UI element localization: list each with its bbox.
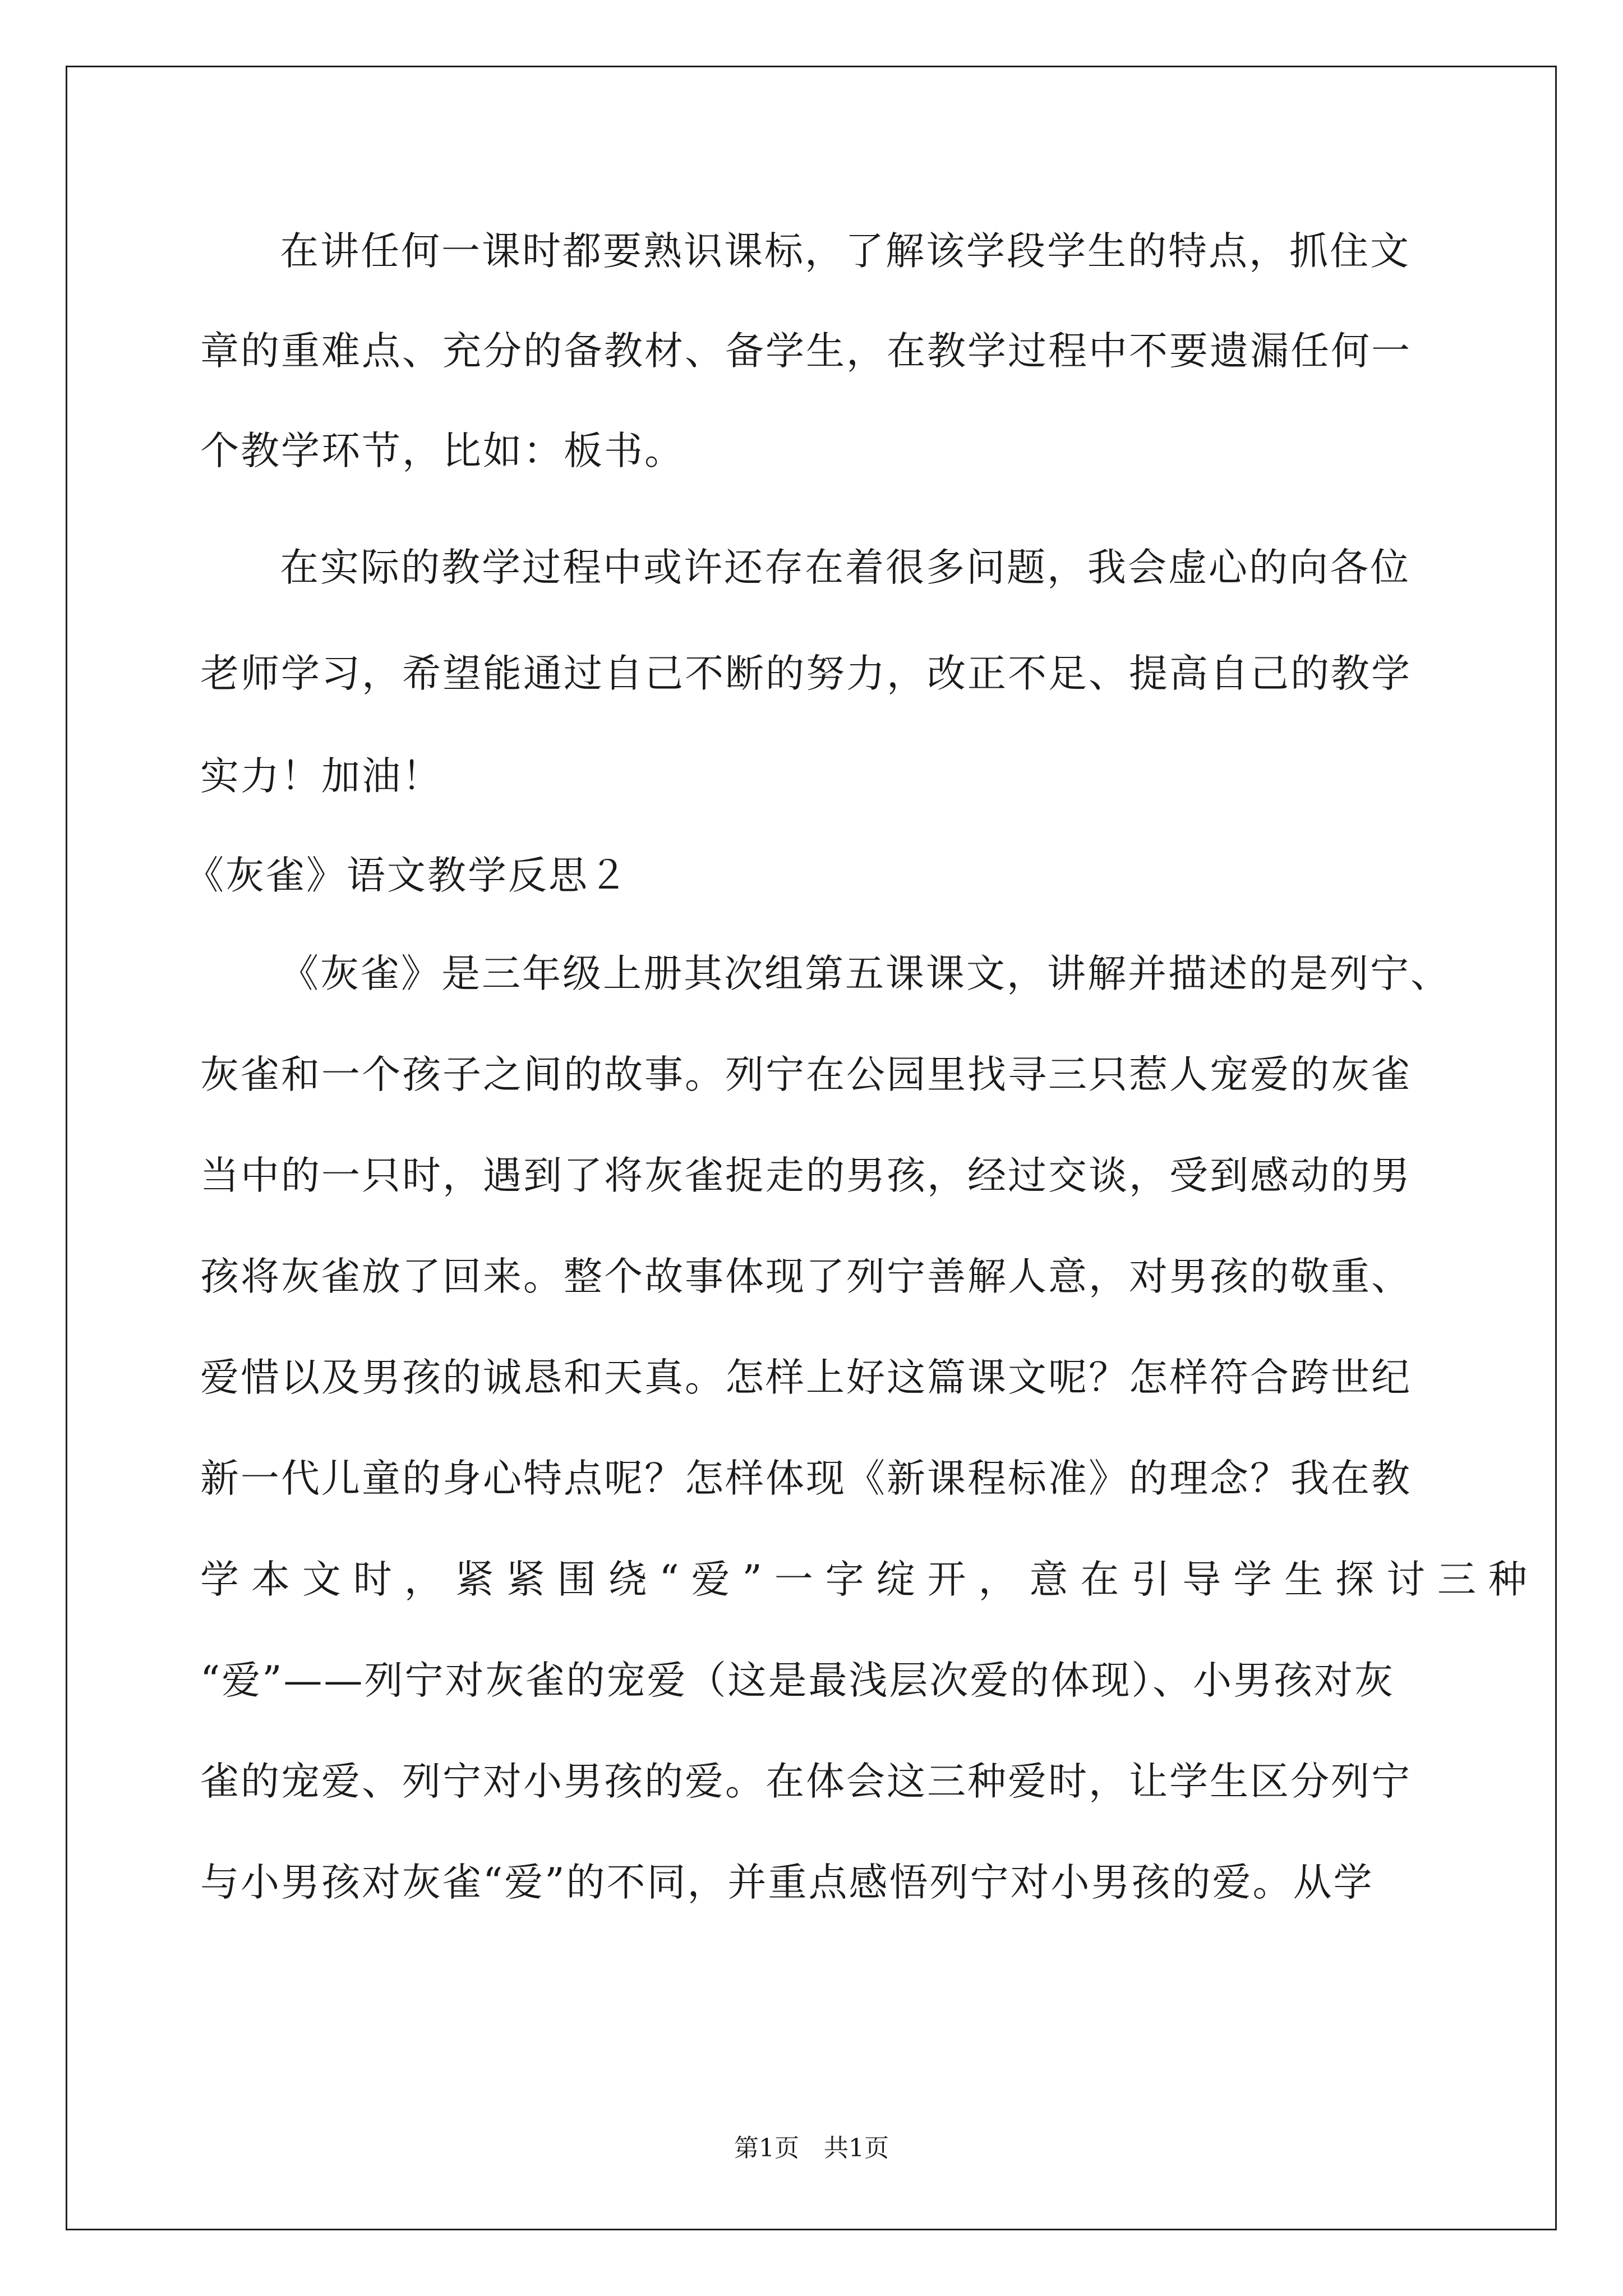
text-line: 章的重难点、充分的备教材、备学生，在教学过程中不要遗漏任何一 (200, 329, 1412, 374)
text-line: 灰雀和一个孩子之间的故事。列宁在公园里找寻三只惹人宠爱的灰雀 (200, 1052, 1412, 1097)
text-line: 雀的宠爱、列宁对小男孩的爱。在体会这三种爱时，让学生区分列宁 (200, 1759, 1412, 1804)
text-line: 老师学习，希望能通过自己不断的努力，改正不足、提高自己的教学 (200, 651, 1412, 696)
section-heading: 《灰雀》语文教学反思２ (185, 853, 629, 898)
text-line: 在实际的教学过程中或许还存在着很多问题，我会虚心的向各位 (280, 545, 1410, 590)
text-line: 在讲任何一课时都要熟识课标，了解该学段学生的特点，抓住文 (280, 229, 1410, 274)
text-line: 《灰雀》是三年级上册其次组第五课课文，讲解并描述的是列宁、 (280, 951, 1451, 996)
text-line: “爱”——列宁对灰雀的宠爱（这是最浅层次爱的体现）、小男孩对灰 (200, 1658, 1395, 1703)
text-line: 与小男孩对灰雀“爱”的不同，并重点感悟列宁对小男孩的爱。从学 (200, 1860, 1374, 1905)
text-line: 学 本 文 时 ， 紧 紧 围 绕 “ 爱 ” 一 字 绽 开 ， 意 在 引 导 学 生 探 讨 三 种 (200, 1557, 1527, 1602)
text-line: 当中的一只时，遇到了将灰雀捉走的男孩，经过交谈，受到感动的男 (200, 1153, 1412, 1198)
text-line: 个教学环节，比如：板书。 (200, 429, 685, 473)
text-line: 实力！加油！ (200, 754, 442, 799)
text-line: 爱惜以及男孩的诚恳和天真。怎样上好这篇课文呢？怎样符合跨世纪 (200, 1355, 1412, 1400)
page-footer: 第1页 共1页 (734, 2134, 889, 2162)
text-line: 孩将灰雀放了回来。整个故事体现了列宁善解人意，对男孩的敬重、 (200, 1254, 1412, 1299)
text-line: 新一代儿童的身心特点呢？怎样体现《新课程标准》的理念？我在教 (200, 1456, 1412, 1501)
